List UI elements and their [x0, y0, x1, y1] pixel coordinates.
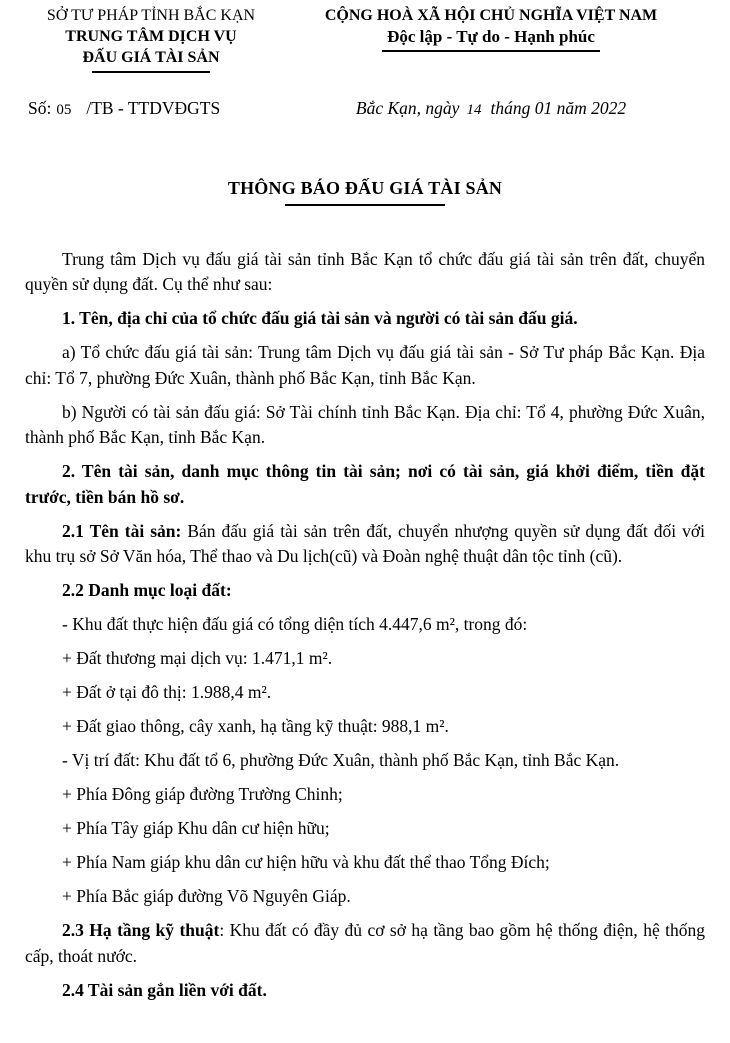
land-detail-item: + Phía Bắc giáp đường Võ Nguyên Giáp. [62, 886, 351, 906]
section-2-heading: 2. Tên tài sản, danh mục thông tin tài sản; nơi có tài sản, giá khởi điểm, tiền đặt trước, tiền bán hồ sơ. [25, 461, 705, 507]
paragraph-b-asset-owner: b) Người có tài sản đấu giá: Sở Tài chính tỉnh Bắc Kạn. Địa chỉ: Tổ 4, phường Đức Xuân, thành phố Bắc Kạn, tỉnh Bắc Kạn. [25, 401, 705, 447]
date-suffix: tháng 01 năm 2022 [490, 98, 627, 118]
doc-number-prefix: Số: [28, 98, 52, 118]
intro-paragraph: Trung tâm Dịch vụ đấu giá tài sản tỉnh Bắc Kạn tổ chức đấu giá tài sản trên đất, chuyển quyền sử dụng đất. Cụ thể như sau: [25, 248, 705, 294]
land-detail-item: + Phía Tây giáp Khu dân cư hiện hữu; [62, 818, 330, 838]
national-header-block [277, 5, 705, 52]
doc-number-suffix: /TB - TTDVĐGTS [86, 98, 221, 118]
land-detail-item: + Phía Đông giáp đường Trường Chinh; [62, 784, 343, 804]
section-2-3-text: : Khu đất có đầy đủ cơ sở hạ tầng bao gồm hệ thống điện, hệ thống cấp, thoát nước. [25, 920, 705, 966]
org-name-line1: TRUNG TÂM DỊCH VỤ [65, 28, 237, 45]
document-meta-row [25, 98, 705, 119]
issuing-org-block [25, 5, 277, 73]
section-1-heading: 1. Tên, địa chỉ của tổ chức đấu giá tài sản và người có tài sản đấu giá. [62, 308, 578, 328]
document-number [25, 98, 277, 119]
document-title: THÔNG BÁO ĐẤU GIÁ TÀI SẢN [227, 178, 503, 198]
date-line [277, 98, 705, 119]
section-2-3-label: 2.3 Hạ tầng kỹ thuật [62, 920, 220, 940]
parent-org-name: SỞ TƯ PHÁP TỈNH BẮC KẠN [46, 7, 256, 24]
land-detail-item: + Đất thương mại dịch vụ: 1.471,1 m². [62, 648, 333, 668]
paragraph-a-auction-org: a) Tổ chức đấu giá tài sản: Trung tâm Dịch vụ đấu giá tài sản - Sở Tư pháp Bắc Kạn. Địa chỉ: Tổ 7, phường Đức Xuân, thành phố Bắc Kạn, tỉnh Bắc Kạn. [25, 342, 705, 388]
land-detail-item: + Phía Nam giáp khu dân cư hiện hữu và khu đất thể thao Tổng Đích; [62, 852, 550, 872]
document-header [25, 5, 705, 73]
title-underline [285, 204, 445, 206]
org-name-line2: ĐẤU GIÁ TÀI SẢN [82, 49, 220, 66]
land-detail-item: + Đất ở tại đô thị: 1.988,4 m². [62, 682, 272, 702]
section-2-1-label: 2.1 Tên tài sản: [62, 520, 182, 541]
doc-number-value: 05 [56, 102, 72, 118]
national-motto: Độc lập - Tự do - Hạnh phúc [382, 26, 600, 52]
section-2-1-paragraph [25, 519, 705, 570]
land-detail-item: - Vị trí đất: Khu đất tổ 6, phường Đức Xuân, thành phố Bắc Kạn, tỉnh Bắc Kạn. [62, 750, 620, 770]
section-2-1-text: Bán đấu giá tài sản trên đất, chuyển nhượng quyền sử dụng đất đối với khu trụ sở Sở Văn hóa, Thể thao và Du lịch(cũ) và Đoàn nghệ thuật dân tộc tỉnh (cũ). [25, 520, 706, 566]
section-2-4-heading: 2.4 Tài sản gắn liền với đất. [62, 979, 267, 1000]
date-day: 14 [466, 102, 482, 118]
land-detail-item: - Khu đất thực hiện đấu giá có tổng diện tích 4.447,6 m², trong đó: [62, 614, 528, 634]
land-detail-item: + Đất giao thông, cây xanh, hạ tầng kỹ thuật: 988,1 m². [62, 716, 449, 736]
document-body [25, 247, 705, 1004]
section-2-3-paragraph [25, 918, 705, 969]
org-underline [92, 71, 210, 73]
title-block [25, 176, 705, 206]
section-2-2-heading: 2.2 Danh mục loại đất: [62, 580, 232, 600]
date-prefix: Bắc Kạn, ngày [355, 98, 460, 118]
national-name: CỘNG HOÀ XÃ HỘI CHỦ NGHĨA VIỆT NAM [324, 7, 658, 24]
